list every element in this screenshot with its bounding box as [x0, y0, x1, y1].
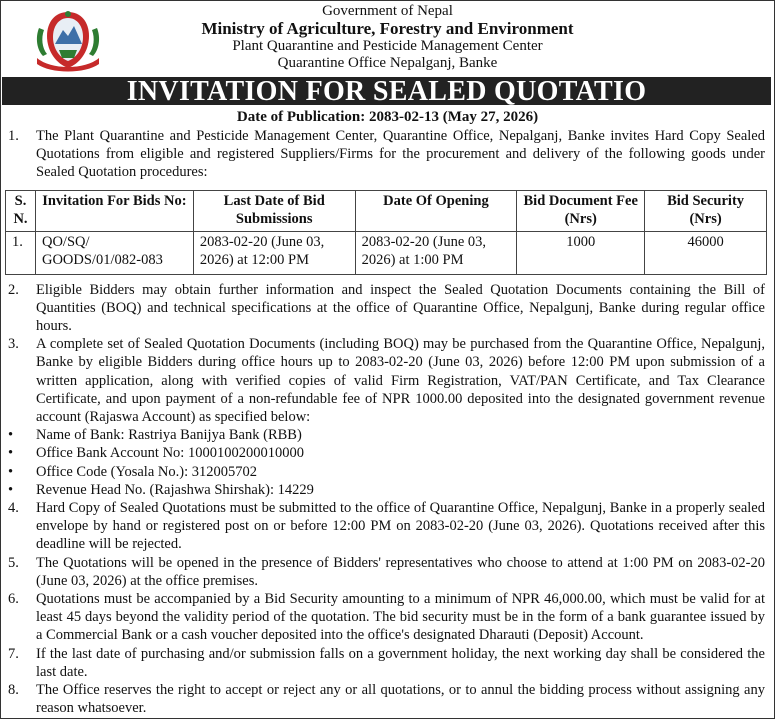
clause-number: 7.	[8, 645, 19, 662]
center-line: Plant Quarantine and Pesticide Management Center	[232, 38, 543, 54]
clause-text: The Office reserves the right to accept or reject any or all quotations, or to annul the bidding process without assigning any reason whatsoever.	[36, 682, 765, 717]
bullet-icon: •	[8, 481, 14, 498]
col-last-date: Last Date of Bid Submissions	[193, 190, 355, 231]
bullet-icon: •	[8, 463, 14, 480]
cell-invitation: QO/SQ/ GOODS/01/082-083	[35, 231, 193, 274]
ministry-line: Ministry of Agriculture, Forestry and Environment	[201, 19, 574, 38]
publication-date: Date of Publication: 2083-02-13 (May 27, 2026)	[236, 109, 539, 125]
clause-1	[0, 127, 775, 182]
cell-security: 46000	[645, 231, 767, 274]
office-code: Office Code (Yosala No.): 312005702	[36, 463, 257, 480]
bank-account-item	[0, 444, 775, 462]
clause-7	[0, 645, 775, 681]
office-line: Quarantine Office Nepalganj, Banke	[277, 55, 498, 71]
clause-text: The Plant Quarantine and Pesticide Management Center, Quarantine Office, Nepalganj, Banke invites Hard Copy Sealed Quotations from eligible and registered Suppliers/Firms for the procurement and delivery of the following goods under Sealed Quotation procedures:	[36, 128, 765, 181]
clause-4	[0, 499, 775, 554]
clause-8	[0, 681, 775, 717]
clause-number: 8.	[8, 682, 19, 699]
clause-3	[0, 335, 775, 426]
cell-opening: 2083-02-20 (June 03, 2026) at 1:00 PM	[355, 231, 517, 274]
clause-number: 5.	[8, 554, 19, 571]
cell-sn: 1.	[6, 231, 36, 274]
government-line: Government of Nepal	[322, 3, 453, 19]
clause-2	[0, 281, 775, 336]
revenue-head-item	[0, 481, 775, 499]
table-header-row	[6, 190, 767, 231]
clause-text: The Quotations will be opened in the presence of Bidders' representatives who choose to attend at 1:00 PM on 2083-02-20 (June 03, 2026) at the office premises.	[36, 554, 765, 589]
clause-number: 2.	[8, 281, 19, 298]
title-banner: INVITATION FOR SEALED QUOTATIO	[2, 77, 771, 105]
table-row	[6, 231, 767, 274]
clause-number: 3.	[8, 336, 19, 353]
col-opening: Date Of Opening	[355, 190, 517, 231]
bank-name: Name of Bank: Rastriya Banijya Bank (RBB)	[36, 427, 302, 444]
clause-number: 1.	[8, 128, 19, 144]
office-code-item	[0, 463, 775, 481]
bank-account: Office Bank Account No: 1000100200010000	[36, 445, 304, 462]
col-security: Bid Security (Nrs)	[645, 190, 767, 231]
bids-table	[5, 190, 767, 275]
clause-text: Eligible Bidders may obtain further information and inspect the Sealed Quotation Documents containing the Bill of Quantities (BOQ) and technical specifications at the office of Quarantine Office, Nepalgunj, Banke during regular office hours.	[36, 281, 765, 335]
bank-name-item	[0, 426, 775, 444]
cell-last-date: 2083-02-20 (June 03, 2026) at 12:00 PM	[193, 231, 355, 274]
clause-6	[0, 590, 775, 645]
cell-fee: 1000	[517, 231, 645, 274]
revenue-head: Revenue Head No. (Rajashwa Shirshak): 14229	[36, 481, 314, 498]
col-invitation: Invitation For Bids No:	[35, 190, 193, 231]
clause-text: If the last date of purchasing and/or submission falls on a government holiday, the next working day shall be considered the last date.	[36, 645, 765, 680]
clause-text: Quotations must be accompanied by a Bid Security amounting to a minimum of NPR 46,000.00, which must be valid for at least 45 days beyond the validity period of the quotation. The bid security must be in the form of a bank guarantee issued by a Commercial Bank or a cash voucher deposited into the office's designated Dharauti (Deposit) Account.	[36, 591, 765, 644]
col-sn: S. N.	[6, 190, 36, 231]
bullet-icon: •	[8, 427, 14, 444]
clause-text: A complete set of Sealed Quotation Documents (including BOQ) may be purchased from the Quarantine Office, Nepalgunj, Banke by eligible Bidders during office hours up to 2083-02-20 (June 03, 2026) before 12:00 PM upon submission of a written application, along with verified copies of valid Firm Registration, VAT/PAN Certificate, and Tax Clearance Certificate, and upon payment of a non-refundable fee of NPR 1000.00 deposited into the designated government revenue account (Rajaswa Account) as specified below:	[36, 336, 765, 426]
clause-text: Hard Copy of Sealed Quotations must be submitted to the office of Quarantine Office, Nepalgunj, Banke in a properly sealed envelope by hand or registered post on or before 12:00 PM on 2083-02-20 (June 03, 2026). Quotations received after this deadline will be rejected.	[36, 500, 765, 553]
clause-number: 4.	[8, 500, 19, 517]
clause-number: 6.	[8, 591, 19, 608]
bullet-icon: •	[8, 445, 14, 462]
col-fee: Bid Document Fee (Nrs)	[517, 190, 645, 231]
notice-body	[0, 127, 775, 717]
clause-5	[0, 554, 775, 590]
